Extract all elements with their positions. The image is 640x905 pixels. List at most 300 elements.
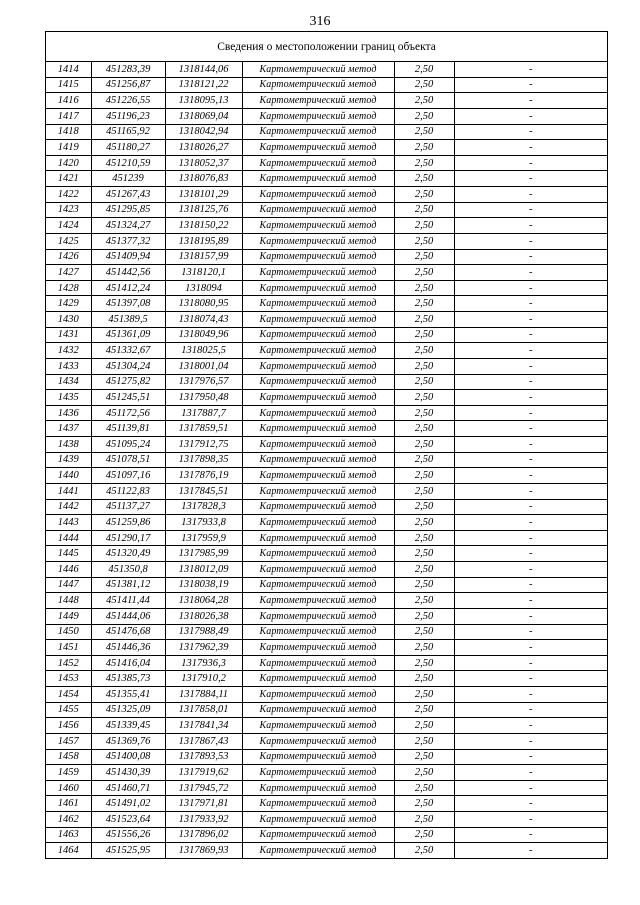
y-coordinate-cell: 1317985,99 <box>165 546 242 562</box>
note-cell: - <box>454 827 607 843</box>
table-row <box>46 374 607 390</box>
accuracy-cell: 2,50 <box>394 765 454 781</box>
method-cell: Картометрический метод <box>242 108 394 124</box>
method-cell: Картометрический метод <box>242 562 394 578</box>
x-coordinate-cell: 451409,94 <box>91 249 165 265</box>
method-cell: Картометрический метод <box>242 483 394 499</box>
point-number-cell: 1442 <box>46 499 91 515</box>
accuracy-cell: 2,50 <box>394 640 454 656</box>
table-row <box>46 405 607 421</box>
accuracy-cell: 2,50 <box>394 296 454 312</box>
note-cell: - <box>454 483 607 499</box>
page-number: 316 <box>309 14 331 29</box>
table-row <box>46 515 607 531</box>
table-row <box>46 593 607 609</box>
y-coordinate-cell: 1318144,06 <box>165 62 242 77</box>
point-number-cell: 1452 <box>46 655 91 671</box>
note-cell: - <box>454 218 607 234</box>
table-row <box>46 124 607 140</box>
table-row <box>46 93 607 109</box>
accuracy-cell: 2,50 <box>394 155 454 171</box>
accuracy-cell: 2,50 <box>394 171 454 187</box>
point-number-cell: 1417 <box>46 108 91 124</box>
method-cell: Картометрический метод <box>242 171 394 187</box>
method-cell: Картометрический метод <box>242 405 394 421</box>
note-cell: - <box>454 515 607 531</box>
y-coordinate-cell: 1318076,83 <box>165 171 242 187</box>
accuracy-cell: 2,50 <box>394 187 454 203</box>
accuracy-cell: 2,50 <box>394 421 454 437</box>
x-coordinate-cell: 451267,43 <box>91 187 165 203</box>
x-coordinate-cell: 451139,81 <box>91 421 165 437</box>
y-coordinate-cell: 1318001,04 <box>165 358 242 374</box>
point-number-cell: 1430 <box>46 312 91 328</box>
y-coordinate-cell: 1317841,34 <box>165 718 242 734</box>
y-coordinate-cell: 1317976,57 <box>165 374 242 390</box>
y-coordinate-cell: 1317884,11 <box>165 687 242 703</box>
point-number-cell: 1428 <box>46 280 91 296</box>
method-cell: Картометрический метод <box>242 749 394 765</box>
accuracy-cell: 2,50 <box>394 452 454 468</box>
method-cell: Картометрический метод <box>242 374 394 390</box>
accuracy-cell: 2,50 <box>394 687 454 703</box>
note-cell: - <box>454 718 607 734</box>
accuracy-cell: 2,50 <box>394 483 454 499</box>
table-row <box>46 827 607 843</box>
y-coordinate-cell: 1317950,48 <box>165 390 242 406</box>
method-cell: Картометрический метод <box>242 327 394 343</box>
method-cell: Картометрический метод <box>242 140 394 156</box>
method-cell: Картометрический метод <box>242 608 394 624</box>
y-coordinate-cell: 1317887,7 <box>165 405 242 421</box>
table-row <box>46 765 607 781</box>
note-cell: - <box>454 77 607 93</box>
x-coordinate-cell: 451256,87 <box>91 77 165 93</box>
method-cell: Картометрический метод <box>242 468 394 484</box>
table-row <box>46 265 607 281</box>
point-number-cell: 1453 <box>46 671 91 687</box>
table-row <box>46 530 607 546</box>
y-coordinate-cell: 1318094 <box>165 280 242 296</box>
y-coordinate-cell: 1317945,72 <box>165 780 242 796</box>
table-row <box>46 780 607 796</box>
method-cell: Картометрический метод <box>242 265 394 281</box>
table-row <box>46 171 607 187</box>
accuracy-cell: 2,50 <box>394 671 454 687</box>
point-number-cell: 1422 <box>46 187 91 203</box>
table-row <box>46 796 607 812</box>
x-coordinate-cell: 451210,59 <box>91 155 165 171</box>
y-coordinate-cell: 1318101,29 <box>165 187 242 203</box>
point-number-cell: 1424 <box>46 218 91 234</box>
note-cell: - <box>454 671 607 687</box>
note-cell: - <box>454 124 607 140</box>
x-coordinate-cell: 451283,39 <box>91 62 165 77</box>
method-cell: Картометрический метод <box>242 62 394 77</box>
accuracy-cell: 2,50 <box>394 405 454 421</box>
point-number-cell: 1441 <box>46 483 91 499</box>
note-cell: - <box>454 640 607 656</box>
method-cell: Картометрический метод <box>242 843 394 858</box>
y-coordinate-cell: 1317933,8 <box>165 515 242 531</box>
method-cell: Картометрический метод <box>242 687 394 703</box>
accuracy-cell: 2,50 <box>394 218 454 234</box>
point-number-cell: 1462 <box>46 812 91 828</box>
y-coordinate-cell: 1318038,19 <box>165 577 242 593</box>
point-number-cell: 1450 <box>46 624 91 640</box>
point-number-cell: 1438 <box>46 437 91 453</box>
accuracy-cell: 2,50 <box>394 796 454 812</box>
note-cell: - <box>454 202 607 218</box>
method-cell: Картометрический метод <box>242 530 394 546</box>
note-cell: - <box>454 452 607 468</box>
note-cell: - <box>454 733 607 749</box>
table-row <box>46 562 607 578</box>
x-coordinate-cell: 451491,02 <box>91 796 165 812</box>
note-cell: - <box>454 812 607 828</box>
point-number-cell: 1460 <box>46 780 91 796</box>
y-coordinate-cell: 1317959,9 <box>165 530 242 546</box>
y-coordinate-cell: 1317876,19 <box>165 468 242 484</box>
table-row <box>46 280 607 296</box>
note-cell: - <box>454 343 607 359</box>
method-cell: Картометрический метод <box>242 280 394 296</box>
table-row <box>46 577 607 593</box>
accuracy-cell: 2,50 <box>394 827 454 843</box>
x-coordinate-cell: 451389,5 <box>91 312 165 328</box>
x-coordinate-cell: 451078,51 <box>91 452 165 468</box>
method-cell: Картометрический метод <box>242 437 394 453</box>
table-row <box>46 421 607 437</box>
y-coordinate-cell: 1318095,13 <box>165 93 242 109</box>
x-coordinate-cell: 451320,49 <box>91 546 165 562</box>
note-cell: - <box>454 405 607 421</box>
point-number-cell: 1420 <box>46 155 91 171</box>
note-cell: - <box>454 312 607 328</box>
accuracy-cell: 2,50 <box>394 593 454 609</box>
accuracy-cell: 2,50 <box>394 608 454 624</box>
method-cell: Картометрический метод <box>242 390 394 406</box>
method-cell: Картометрический метод <box>242 124 394 140</box>
x-coordinate-cell: 451290,17 <box>91 530 165 546</box>
table-row <box>46 155 607 171</box>
y-coordinate-cell: 1317859,51 <box>165 421 242 437</box>
y-coordinate-cell: 1318052,37 <box>165 155 242 171</box>
note-cell: - <box>454 249 607 265</box>
method-cell: Картометрический метод <box>242 796 394 812</box>
table-row <box>46 749 607 765</box>
accuracy-cell: 2,50 <box>394 343 454 359</box>
note-cell: - <box>529 845 533 857</box>
y-coordinate-cell: 1317912,75 <box>165 437 242 453</box>
y-coordinate-cell: 1317828,3 <box>165 499 242 515</box>
table-row <box>46 312 607 328</box>
note-cell: - <box>454 687 607 703</box>
point-number-cell: 1461 <box>46 796 91 812</box>
note-cell: - <box>454 140 607 156</box>
point-number-cell: 1416 <box>46 93 91 109</box>
table-row <box>46 718 607 734</box>
y-coordinate-cell: 1318125,76 <box>165 202 242 218</box>
note-cell: - <box>454 93 607 109</box>
x-coordinate-cell: 451460,71 <box>91 780 165 796</box>
note-cell: - <box>454 296 607 312</box>
table-row <box>46 812 607 828</box>
note-cell: - <box>454 780 607 796</box>
point-number-cell: 1418 <box>46 124 91 140</box>
method-cell: Картометрический метод <box>242 202 394 218</box>
method-cell: Картометрический метод <box>242 358 394 374</box>
point-number-cell: 1433 <box>46 358 91 374</box>
point-number-cell: 1456 <box>46 718 91 734</box>
y-coordinate-cell: 1317896,02 <box>165 827 242 843</box>
x-coordinate-cell: 451397,08 <box>91 296 165 312</box>
boundary-table-sheet <box>45 31 608 859</box>
accuracy-cell: 2,50 <box>394 140 454 156</box>
point-number-cell: 1414 <box>46 62 91 77</box>
method-cell: Картометрический метод <box>242 93 394 109</box>
point-number-cell: 1426 <box>46 249 91 265</box>
accuracy-cell: 2,50 <box>394 77 454 93</box>
x-coordinate-cell: 451411,44 <box>91 593 165 609</box>
accuracy-cell: 2,50 <box>394 718 454 734</box>
table-row <box>46 437 607 453</box>
point-number-cell: 1423 <box>46 202 91 218</box>
table-row <box>46 77 607 93</box>
note-cell: - <box>454 62 607 77</box>
x-coordinate-cell: 451239 <box>91 171 165 187</box>
table-header: Сведения о местоположении границ объекта <box>46 32 607 62</box>
accuracy-cell: 2,50 <box>394 93 454 109</box>
point-number-cell: 1440 <box>46 468 91 484</box>
accuracy-cell: 2,50 <box>394 577 454 593</box>
method-cell: Картометрический метод <box>242 187 394 203</box>
point-number-cell: 1432 <box>46 343 91 359</box>
method-cell: Картометрический метод <box>242 218 394 234</box>
x-coordinate-cell: 451097,16 <box>91 468 165 484</box>
table-row <box>46 843 607 858</box>
table-row <box>46 249 607 265</box>
x-coordinate-cell: 451430,39 <box>91 765 165 781</box>
y-coordinate-cell: 1318064,28 <box>165 593 242 609</box>
table-row <box>46 327 607 343</box>
table-row <box>46 733 607 749</box>
table-row <box>46 499 607 515</box>
x-coordinate-cell: 451275,82 <box>91 374 165 390</box>
y-coordinate-cell: 1318069,04 <box>165 108 242 124</box>
y-coordinate-cell: 1318042,94 <box>165 124 242 140</box>
accuracy-cell: 2,50 <box>394 812 454 828</box>
point-number-cell: 1458 <box>46 749 91 765</box>
accuracy-cell: 2,50 <box>394 108 454 124</box>
y-coordinate-cell: 1318080,95 <box>165 296 242 312</box>
point-number-cell: 1427 <box>46 265 91 281</box>
method-cell: Картометрический метод <box>242 515 394 531</box>
table-row <box>46 62 607 77</box>
note-cell: - <box>454 655 607 671</box>
point-number-cell: 1419 <box>46 140 91 156</box>
table-row <box>46 296 607 312</box>
accuracy-cell: 2,50 <box>394 468 454 484</box>
point-number-cell: 1431 <box>46 327 91 343</box>
accuracy-cell: 2,50 <box>394 358 454 374</box>
y-coordinate-cell: 1318120,1 <box>165 265 242 281</box>
y-coordinate-cell: 1318026,27 <box>165 140 242 156</box>
y-coordinate-cell: 1317988,49 <box>165 624 242 640</box>
method-cell: Картометрический метод <box>242 546 394 562</box>
x-coordinate-cell: 451476,68 <box>91 624 165 640</box>
x-coordinate-cell: 451525,95 <box>91 843 165 858</box>
point-number-cell: 1445 <box>46 546 91 562</box>
x-coordinate-cell: 451226,55 <box>91 93 165 109</box>
y-coordinate-cell: 1317845,51 <box>165 483 242 499</box>
accuracy-cell: 2,50 <box>394 249 454 265</box>
point-number-cell: 1443 <box>46 515 91 531</box>
x-coordinate-cell: 451416,04 <box>91 655 165 671</box>
y-coordinate-cell: 1318150,22 <box>165 218 242 234</box>
x-coordinate-cell: 451295,85 <box>91 202 165 218</box>
method-cell: Картометрический метод <box>242 765 394 781</box>
table-row <box>46 702 607 718</box>
x-coordinate-cell: 451165,92 <box>91 124 165 140</box>
table-row <box>46 390 607 406</box>
accuracy-cell: 2,50 <box>394 437 454 453</box>
y-coordinate-cell: 1318195,89 <box>165 233 242 249</box>
method-cell: Картометрический метод <box>242 827 394 843</box>
table-row <box>46 202 607 218</box>
table-row <box>46 640 607 656</box>
accuracy-cell: 2,50 <box>394 390 454 406</box>
x-coordinate-cell: 451122,83 <box>91 483 165 499</box>
point-number-cell: 1415 <box>46 77 91 93</box>
point-number-cell: 1464 <box>46 843 91 858</box>
note-cell: - <box>454 265 607 281</box>
table-row <box>46 108 607 124</box>
table-row <box>46 483 607 499</box>
point-number-cell: 1434 <box>46 374 91 390</box>
note-cell: - <box>454 280 607 296</box>
note-cell: - <box>454 108 607 124</box>
table-row <box>46 608 607 624</box>
note-cell: - <box>454 327 607 343</box>
note-cell: - <box>454 796 607 812</box>
y-coordinate-cell: 1317962,39 <box>165 640 242 656</box>
point-number-cell: 1446 <box>46 562 91 578</box>
y-coordinate-cell: 1318026,38 <box>165 608 242 624</box>
table-row <box>46 452 607 468</box>
note-cell: - <box>454 374 607 390</box>
table-row <box>46 343 607 359</box>
method-cell: Картометрический метод <box>242 233 394 249</box>
accuracy-cell: 2,50 <box>394 124 454 140</box>
coordinates-table <box>46 62 607 858</box>
coordinates-table-body <box>46 62 607 858</box>
x-coordinate-cell: 451381,12 <box>91 577 165 593</box>
method-cell: Картометрический метод <box>242 343 394 359</box>
table-row <box>46 187 607 203</box>
note-cell: - <box>454 233 607 249</box>
method-cell: Картометрический метод <box>242 312 394 328</box>
accuracy-cell: 2,50 <box>394 562 454 578</box>
point-number-cell: 1425 <box>46 233 91 249</box>
accuracy-cell: 2,50 <box>394 733 454 749</box>
method-cell: Картометрический метод <box>242 499 394 515</box>
accuracy-cell: 2,50 <box>394 499 454 515</box>
y-coordinate-cell: 1318049,96 <box>165 327 242 343</box>
x-coordinate-cell: 451325,09 <box>91 702 165 718</box>
y-coordinate-cell: 1317919,62 <box>165 765 242 781</box>
accuracy-cell: 2,50 <box>394 312 454 328</box>
accuracy-cell: 2,50 <box>394 624 454 640</box>
point-number-cell: 1454 <box>46 687 91 703</box>
x-coordinate-cell: 451361,09 <box>91 327 165 343</box>
note-cell: - <box>454 593 607 609</box>
point-number-cell: 1459 <box>46 765 91 781</box>
table-row <box>46 624 607 640</box>
method-cell: Картометрический метод <box>242 249 394 265</box>
method-cell: Картометрический метод <box>242 640 394 656</box>
x-coordinate-cell: 451355,41 <box>91 687 165 703</box>
method-cell: Картометрический метод <box>242 577 394 593</box>
accuracy-cell: 2,50 <box>394 327 454 343</box>
accuracy-cell: 2,50 <box>394 233 454 249</box>
note-cell: - <box>454 608 607 624</box>
table-row <box>46 233 607 249</box>
point-number-cell: 1436 <box>46 405 91 421</box>
point-number-cell: 1449 <box>46 608 91 624</box>
table-row <box>46 468 607 484</box>
note-cell: - <box>454 358 607 374</box>
method-cell: Картометрический метод <box>242 671 394 687</box>
method-cell: Картометрический метод <box>242 655 394 671</box>
x-coordinate-cell: 451172,56 <box>91 405 165 421</box>
note-cell: - <box>454 530 607 546</box>
point-number-cell: 1429 <box>46 296 91 312</box>
y-coordinate-cell: 1317971,81 <box>165 796 242 812</box>
y-coordinate-cell: 1317869,93 <box>165 843 242 858</box>
x-coordinate-cell: 451137,27 <box>91 499 165 515</box>
x-coordinate-cell: 451339,45 <box>91 718 165 734</box>
table-row <box>46 546 607 562</box>
method-cell: Картометрический метод <box>242 624 394 640</box>
x-coordinate-cell: 451377,32 <box>91 233 165 249</box>
point-number-cell: 1455 <box>46 702 91 718</box>
table-row <box>46 218 607 234</box>
x-coordinate-cell: 451412,24 <box>91 280 165 296</box>
x-coordinate-cell: 451556,26 <box>91 827 165 843</box>
x-coordinate-cell: 451095,24 <box>91 437 165 453</box>
note-cell: - <box>454 171 607 187</box>
x-coordinate-cell: 451196,23 <box>91 108 165 124</box>
accuracy-cell: 2,50 <box>394 515 454 531</box>
note-cell: - <box>454 702 607 718</box>
accuracy-cell: 2,50 <box>394 780 454 796</box>
point-number-cell: 1444 <box>46 530 91 546</box>
y-coordinate-cell: 1318121,22 <box>165 77 242 93</box>
y-coordinate-cell: 1317893,53 <box>165 749 242 765</box>
note-cell: - <box>454 765 607 781</box>
accuracy-cell: 2,50 <box>394 655 454 671</box>
y-coordinate-cell: 1318074,43 <box>165 312 242 328</box>
method-cell: Картометрический метод <box>242 702 394 718</box>
method-cell: Картометрический метод <box>242 296 394 312</box>
table-row <box>46 140 607 156</box>
method-cell: Картометрический метод <box>242 718 394 734</box>
accuracy-cell: 2,50 <box>394 530 454 546</box>
note-cell: - <box>454 562 607 578</box>
point-number-cell: 1447 <box>46 577 91 593</box>
x-coordinate-cell: 451180,27 <box>91 140 165 156</box>
